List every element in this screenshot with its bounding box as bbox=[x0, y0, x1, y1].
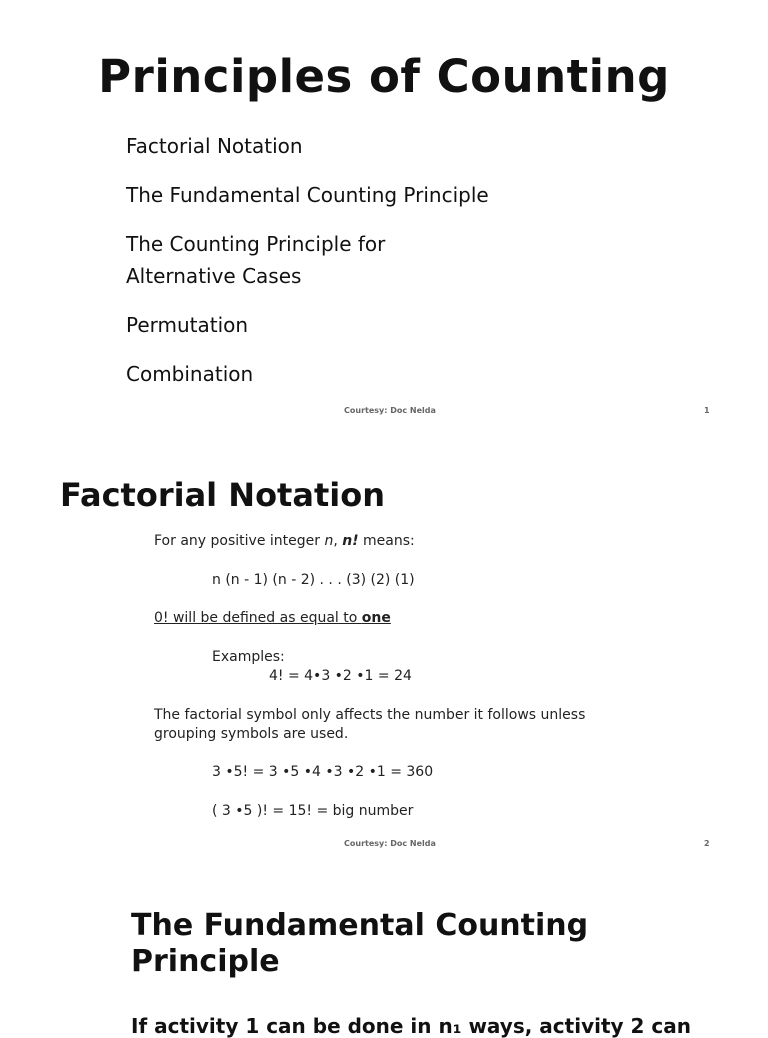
slide-title: Factorial Notation bbox=[60, 476, 385, 514]
variable: n bbox=[324, 533, 334, 549]
zero-definition bbox=[154, 609, 391, 628]
text: For any positive integer bbox=[154, 533, 325, 549]
slide-1 bbox=[0, 0, 768, 432]
emphasis: one bbox=[361, 610, 391, 626]
examples-label: Examples: bbox=[212, 649, 285, 665]
footer-credit: Courtesy: Doc Nelda bbox=[344, 406, 436, 415]
formula: n (n - 1) (n - 2) . . . (3) (2) (1) bbox=[212, 572, 415, 588]
definition-line bbox=[154, 532, 415, 551]
example: 3 •5! = 3 •5 •4 •3 •2 •1 = 360 bbox=[212, 764, 434, 780]
slide-body: If activity 1 can be done in n₁ ways, activity 2 can bbox=[131, 1014, 691, 1038]
text: 0! will be defined as equal to bbox=[154, 610, 362, 626]
list-item: Permutation bbox=[126, 313, 249, 337]
note-line: grouping symbols are used. bbox=[154, 726, 349, 742]
title-line: Principle bbox=[131, 944, 280, 979]
title-line: The Fundamental Counting bbox=[131, 908, 589, 943]
footer-credit: Courtesy: Doc Nelda bbox=[344, 839, 436, 848]
text: means: bbox=[358, 533, 415, 549]
slide-title: Principles of Counting bbox=[98, 50, 670, 103]
list-item: Combination bbox=[126, 362, 254, 386]
slide-2 bbox=[0, 432, 768, 864]
factorial-symbol: n! bbox=[342, 533, 359, 549]
list-item: The Counting Principle for Alternative Cases bbox=[126, 232, 386, 288]
example: ( 3 •5 )! = 15! = big number bbox=[212, 803, 414, 819]
example: 4! = 4•3 •2 •1 = 24 bbox=[269, 668, 412, 684]
slide-title bbox=[131, 908, 588, 980]
list-item: Factorial Notation bbox=[126, 134, 303, 158]
page-number: 1 bbox=[704, 406, 710, 415]
topic-list bbox=[126, 130, 489, 407]
slide-3 bbox=[0, 864, 768, 1038]
page-number: 2 bbox=[704, 839, 710, 848]
note-line: The factorial symbol only affects the number it follows unless bbox=[154, 707, 586, 723]
text: , bbox=[333, 533, 343, 549]
list-item: The Fundamental Counting Principle bbox=[126, 183, 489, 207]
